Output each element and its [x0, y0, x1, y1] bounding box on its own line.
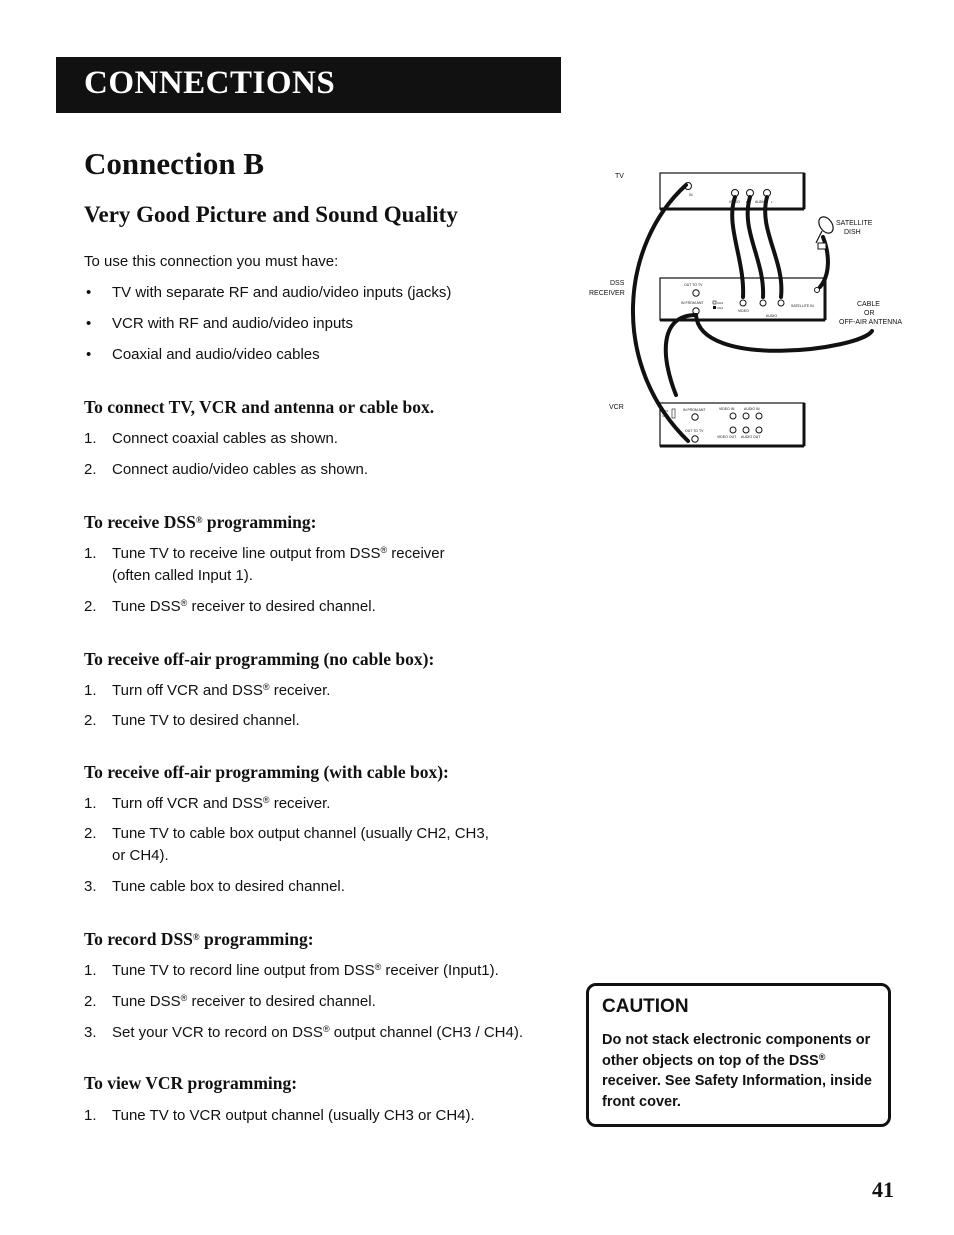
vcr-video-out-label: VIDEO OUT — [717, 435, 737, 439]
bullet-marker: • — [86, 284, 92, 301]
tv-video-label: VIDEO — [729, 200, 740, 204]
banner-title: CONNECTIONS — [84, 65, 336, 101]
intro-lead: To use this connection you must have: — [84, 253, 339, 270]
step-number: 1. — [84, 682, 97, 699]
step-text: Turn off VCR and DSS® receiver. — [112, 795, 331, 812]
vcr-ant-jack-icon — [692, 414, 698, 420]
dss-ch-switch-icon — [713, 301, 716, 304]
dss-audio-label: AUDIO — [766, 314, 778, 318]
step-number: 2. — [84, 598, 97, 615]
satellite-label-line2: DISH — [844, 229, 861, 236]
step-text: Tune TV to receive line output from DSS® receiver — [112, 545, 445, 562]
dss-ch4-label: CH4 — [717, 306, 724, 310]
antenna-label-line2: OR — [864, 310, 875, 317]
tv-audio-label: AUDIO — [755, 200, 767, 204]
vcr-ch3-label: CH3 — [662, 409, 669, 413]
caution-text: Do not stack electronic components or other objects on top of the DSS® receiver. See Safety Information, inside front cover. — [602, 1032, 872, 1110]
dss-satellite-in-label: SATELLITE IN — [791, 304, 814, 308]
step-number: 2. — [84, 461, 97, 478]
step-text: Tune DSS® receiver to desired channel. — [112, 993, 376, 1010]
vcr-video-in-label: VIDEO IN — [719, 407, 735, 411]
step-text: Tune TV to VCR output channel (usually CH3 or CH4). — [112, 1107, 475, 1124]
step-number: 2. — [84, 993, 97, 1010]
step-text: Tune DSS® receiver to desired channel. — [112, 598, 376, 615]
vcr-audio-out-l-jack-icon — [756, 427, 762, 433]
vcr-video-in-jack-icon — [730, 413, 736, 419]
step-number: 2. — [84, 712, 97, 729]
step-number: 1. — [84, 795, 97, 812]
vcr-label: VCR — [609, 404, 624, 411]
requirement-item: TV with separate RF and audio/video inputs (jacks) — [112, 284, 452, 301]
requirement-item: Coaxial and audio/video cables — [112, 346, 320, 363]
dss-audio-l-jack-icon — [778, 300, 784, 306]
caution-box — [586, 983, 891, 1127]
vcr-in-from-ant-label: IN FROM ANT — [683, 408, 706, 412]
step-text: Tune TV to desired channel. — [112, 712, 300, 729]
vcr-back-panel — [660, 403, 804, 446]
tv-l-label: L — [771, 200, 773, 204]
bullet-marker: • — [86, 346, 92, 363]
step-number: 1. — [84, 545, 97, 562]
vcr-video-out-jack-icon — [730, 427, 736, 433]
vcr-ch-switch-icon — [672, 409, 675, 418]
step-text: Set your VCR to record on DSS® output channel (CH3 / CH4). — [112, 1024, 524, 1041]
satellite-label-line1: SATELLITE — [836, 220, 873, 227]
heading-connect: To connect TV, VCR and antenna or cable box. — [84, 397, 435, 417]
dss-in-from-ant-label: IN FROM ANT — [681, 301, 704, 305]
vcr-audio-out-r-jack-icon — [743, 427, 749, 433]
step-text-continued: (often called Input 1). — [112, 567, 253, 584]
antenna-label-line1: CABLE — [857, 301, 880, 308]
vcr-audio-in-label: AUDIO IN — [744, 407, 760, 411]
heading-off-air-no-cable: To receive off-air programming (no cable box): — [84, 649, 435, 669]
tv-label: TV — [615, 173, 624, 180]
page-subtitle: Very Good Picture and Sound Quality — [84, 202, 458, 227]
step-text: Tune TV to record line output from DSS® receiver (Input1). — [112, 962, 499, 979]
step-number: 1. — [84, 430, 97, 447]
tv-in-label: IN — [689, 193, 693, 197]
dss-label-line1: DSS — [610, 280, 625, 287]
step-text: Connect audio/video cables as shown. — [112, 461, 368, 478]
step-number: 3. — [84, 878, 97, 895]
tv-r-label: R — [746, 200, 749, 204]
dss-ch3-label: CH3 — [717, 301, 724, 305]
step-number: 2. — [84, 825, 97, 842]
dss-out-to-tv-label: OUT TO TV — [684, 283, 703, 287]
step-text: Turn off VCR and DSS® receiver. — [112, 682, 331, 699]
vcr-audio-in-r-jack-icon — [743, 413, 749, 419]
step-text: Connect coaxial cables as shown. — [112, 430, 338, 447]
heading-view-vcr: To view VCR programming: — [84, 1073, 298, 1093]
vcr-ch4-label: CH4 — [662, 414, 669, 418]
dss-ch-switch-icon — [713, 306, 716, 309]
dss-video-label: VIDEO — [738, 309, 749, 313]
step-text: Tune TV to cable box output channel (usually CH2, CH3, — [112, 825, 489, 842]
vcr-audio-in-l-jack-icon — [756, 413, 762, 419]
dss-video-jack-icon — [740, 300, 746, 306]
bullet-marker: • — [86, 315, 92, 332]
page-number: 41 — [872, 1177, 894, 1202]
vcr-out-to-tv-label: OUT TO TV — [685, 429, 704, 433]
heading-off-air-cable: To receive off-air programming (with cable box): — [84, 762, 449, 782]
dss-label-line2: RECEIVER — [589, 290, 625, 297]
heading-record-dss: To record DSS® programming: — [84, 929, 314, 949]
heading-receive-dss: To receive DSS® programming: — [84, 512, 317, 532]
page-title: Connection B — [84, 146, 264, 181]
requirement-item: VCR with RF and audio/video inputs — [112, 315, 353, 332]
step-text: Tune cable box to desired channel. — [112, 878, 345, 895]
caution-title: CAUTION — [602, 996, 689, 1017]
antenna-label-line3: OFF-AIR ANTENNA — [839, 319, 903, 326]
coax-cable-dss-to-vcr — [666, 315, 696, 395]
step-number: 3. — [84, 1024, 97, 1041]
satellite-dish-icon — [816, 214, 836, 249]
step-text-continued: or CH4). — [112, 847, 169, 864]
step-number: 1. — [84, 962, 97, 979]
dss-audio-r-jack-icon — [760, 300, 766, 306]
connection-diagram — [580, 165, 910, 455]
dss-out-jack-icon — [693, 290, 699, 296]
vcr-out-jack-icon — [692, 436, 698, 442]
vcr-audio-out-label: AUDIO OUT — [741, 435, 761, 439]
step-number: 1. — [84, 1107, 97, 1124]
section-banner — [56, 57, 561, 113]
